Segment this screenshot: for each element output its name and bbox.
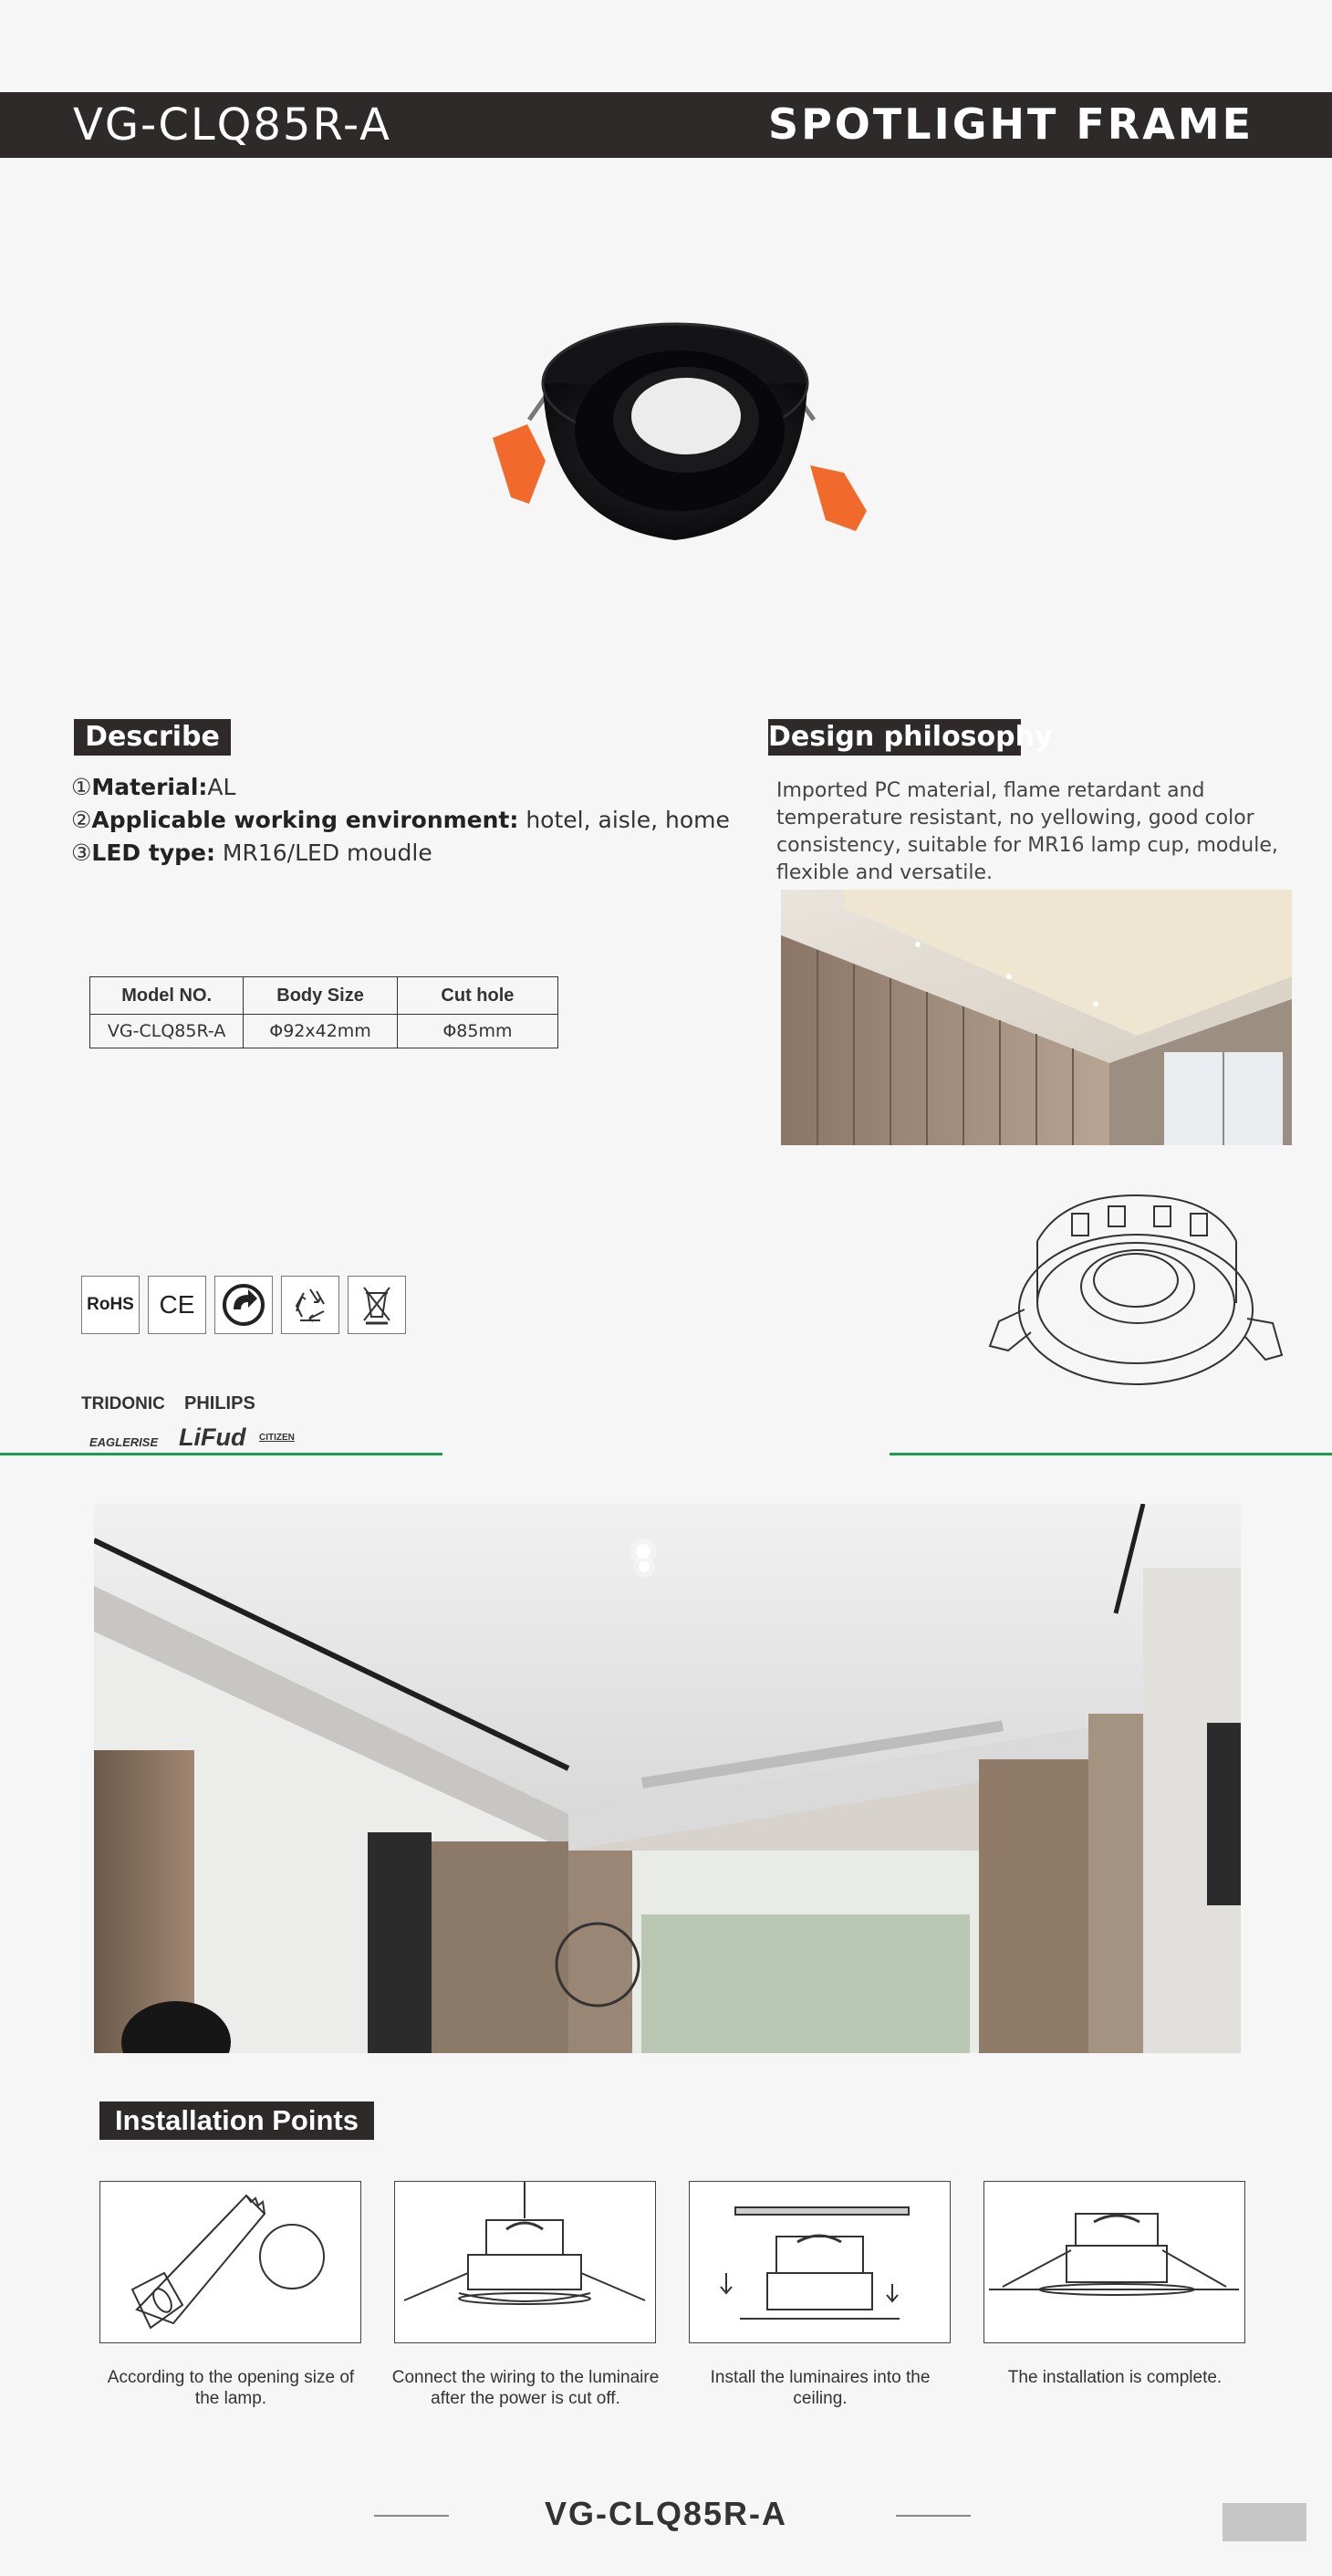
- wiring-illustration: [395, 2182, 654, 2341]
- describe-line-environment: [71, 807, 730, 833]
- describe-line-led-type: [71, 840, 432, 866]
- frame-line-drawing: [981, 1186, 1286, 1402]
- install-caption-2: Connect the wiring to the luminaire after the power is cut off.: [391, 2368, 660, 2408]
- describe-line-material: [71, 774, 235, 800]
- describe-value: hotel, aisle, home: [518, 807, 730, 833]
- table-row: [90, 1015, 558, 1048]
- footer-gray-box: [1223, 2503, 1306, 2541]
- divider-left: [0, 1453, 442, 1455]
- brand-tridonic: TRIDONIC: [81, 1394, 165, 1413]
- describe-num: ①: [71, 774, 92, 800]
- brand-eaglerise: EAGLERISE: [89, 1435, 159, 1449]
- describe-value: AL: [207, 774, 236, 800]
- design-text: Imported PC material, flame retardant and temperature resistant, no yellowing, good color consistency, suitable for MR16 lamp cup, module, flexible and versatile.: [776, 779, 1278, 884]
- install-step-2: [394, 2181, 656, 2343]
- recycle-triangle-icon: [281, 1276, 339, 1334]
- rohs-icon: RoHS: [81, 1276, 140, 1334]
- table-cell: VG-CLQ85R-A: [90, 1015, 244, 1048]
- table-header: Model NO.: [90, 977, 244, 1015]
- interior-photo: [781, 890, 1292, 1145]
- table-header: Cut hole: [397, 977, 557, 1015]
- header-band: [0, 92, 1332, 158]
- install-caption-4: The installation is complete.: [1007, 2368, 1223, 2387]
- install-caption-3: Install the luminaires into the ceiling.: [710, 2368, 931, 2408]
- header-title: SPOTLIGHT FRAME: [767, 99, 1254, 149]
- saw-icon: [100, 2182, 359, 2341]
- brand-philips: PHILIPS: [184, 1393, 255, 1413]
- brand-citizen: CITIZEN: [259, 1433, 295, 1443]
- spec-table: [89, 976, 558, 1048]
- describe-key: Applicable working environment:: [91, 807, 519, 833]
- footer-rule-right: [896, 2515, 971, 2517]
- ce-icon: CE: [148, 1276, 206, 1334]
- table-cell: Φ92x42mm: [244, 1015, 398, 1048]
- install-step-1: [99, 2181, 361, 2343]
- table-header-row: [90, 977, 558, 1015]
- describe-value: MR16/LED moudle: [214, 840, 432, 866]
- weee-bin-icon: [348, 1276, 406, 1334]
- install-caption-1: According to the opening size of the lamp.: [107, 2368, 355, 2408]
- describe-label: Describe: [74, 719, 231, 756]
- footer-rule-left: [374, 2515, 449, 2517]
- brand-lifud: LiFud: [179, 1424, 246, 1451]
- describe-num: ②: [71, 807, 92, 833]
- table-cell: Φ85mm: [397, 1015, 557, 1048]
- ceiling-install-illustration: [690, 2182, 949, 2341]
- install-label: Installation Points: [99, 2101, 374, 2140]
- header-model: VG-CLQ85R-A: [73, 99, 391, 151]
- describe-key: LED type:: [91, 840, 215, 866]
- design-label: Design philosophy: [768, 719, 1021, 756]
- install-step-4: [983, 2181, 1245, 2343]
- installed-illustration: [984, 2182, 1244, 2341]
- divider-right: [890, 1453, 1332, 1455]
- recycle-arrow-icon: [214, 1276, 273, 1334]
- product-photo: [474, 292, 876, 593]
- footer-model: VG-CLQ85R-A: [544, 2495, 788, 2532]
- install-step-3: [689, 2181, 951, 2343]
- describe-key: Material:: [91, 774, 208, 800]
- room-photo: [94, 1504, 1241, 2053]
- describe-num: ③: [71, 840, 92, 866]
- table-header: Body Size: [244, 977, 398, 1015]
